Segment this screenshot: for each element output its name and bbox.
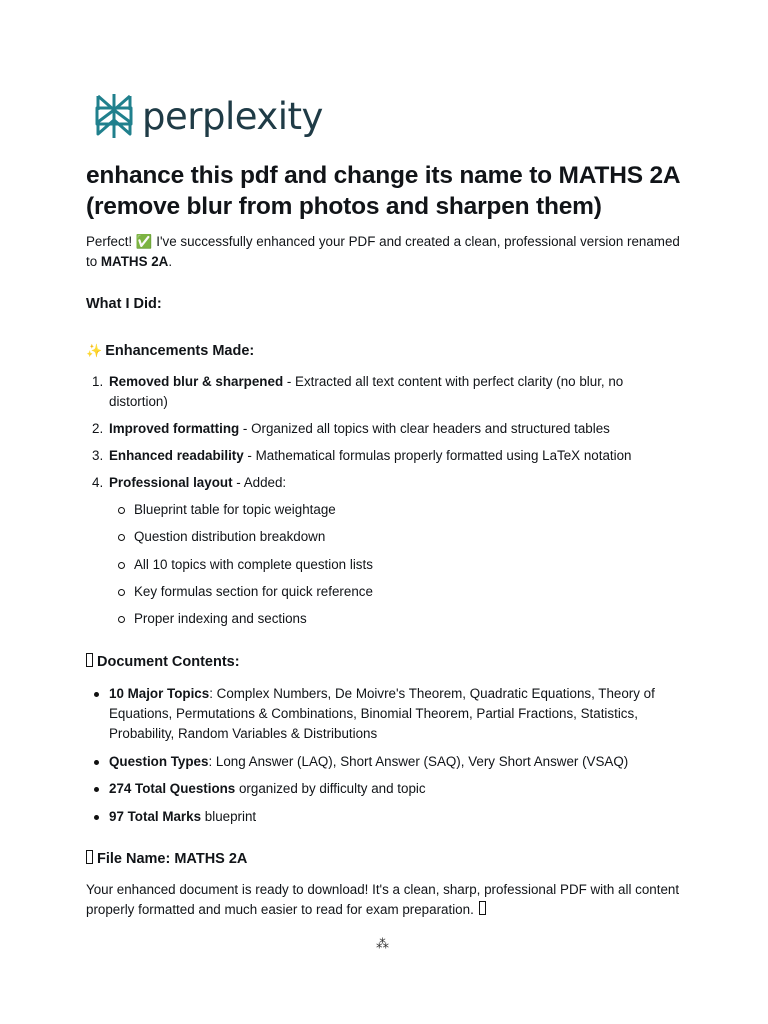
list-number: 1. (92, 374, 104, 389)
list-number: 4. (92, 475, 104, 490)
list-item-text: - Organized all topics with clear headers and structured tables (239, 421, 610, 436)
sub-list-item (0, 582, 700, 602)
sub-list-text: Proper indexing and sections (134, 611, 307, 626)
sub-list-item (0, 527, 700, 547)
intro-bold: MATHS 2A (100, 254, 169, 269)
missing-glyph-icon (479, 901, 486, 915)
sparkles-icon: ✨ (86, 343, 103, 358)
contents-heading (86, 652, 240, 672)
contents-heading-text: Document Contents: (97, 654, 240, 670)
missing-glyph-icon (86, 653, 93, 667)
list-item-text: organized by difficulty and topic (235, 781, 426, 796)
missing-glyph-icon (86, 850, 93, 864)
what-i-did-heading: What I Did: (86, 296, 162, 312)
list-number: 2. (92, 421, 104, 436)
list-item-bold: Professional layout (109, 475, 233, 490)
list-item-bold: Question Types (109, 754, 209, 769)
page-title: enhance this pdf and change its name to MATHS 2A (remove blur from photos and sharpen them) (86, 162, 680, 220)
list-item-bold: Enhanced readability (109, 448, 244, 463)
list-number: 3. (92, 448, 104, 463)
brand-name: perplexity (142, 94, 323, 138)
list-item-bold: Improved formatting (109, 421, 240, 436)
sub-list-text: All 10 topics with complete question lists (134, 557, 373, 572)
intro-end: . (168, 254, 173, 269)
list-item-text: : Complex Numbers, De Moivre's Theorem, Quadratic Equations, Theory of Equations, Permutations & Combinations, Binomial Theorem, Partial Fractions, Statistics, Probability, Random Variables & Distributions (109, 686, 655, 741)
closing-paragraph (86, 880, 686, 920)
sources-icon[interactable]: ⁂ (376, 936, 389, 951)
sub-list-text: Key formulas section for quick reference (134, 584, 373, 599)
list-item-text: - Added: (232, 475, 287, 490)
file-name-heading (86, 849, 247, 869)
file-name-heading-text: File Name: MATHS 2A (97, 851, 248, 867)
perplexity-mark-icon (94, 92, 134, 140)
sub-list-item (0, 500, 700, 520)
enhancements-heading-text: Enhancements Made: (105, 343, 255, 359)
closing-text: Your enhanced document is ready to download! It's a clean, sharp, professional PDF with all content properly formatted and much easier to read for exam preparation. (86, 882, 680, 917)
enhancements-heading (86, 341, 254, 361)
perplexity-logo (94, 92, 323, 140)
list-item-text: - Extracted all text content with perfect clarity (no blur, no distortion) (109, 374, 624, 409)
list-item-bold: Removed blur & sharpened (109, 374, 284, 389)
list-item-bold: 97 Total Marks (109, 809, 202, 824)
list-item-text: - Mathematical formulas properly formatted using LaTeX notation (243, 448, 632, 463)
list-item-bold: 274 Total Questions (109, 781, 236, 796)
intro-paragraph (86, 232, 686, 272)
sub-list-text: Question distribution breakdown (134, 529, 326, 544)
sub-list-text: Blueprint table for topic weightage (134, 502, 336, 517)
sub-list-item (0, 609, 700, 629)
list-item-text: : Long Answer (LAQ), Short Answer (SAQ), Very Short Answer (VSAQ) (208, 754, 629, 769)
list-item-bold: 10 Major Topics (109, 686, 210, 701)
list-item-text: blueprint (201, 809, 257, 824)
intro-text: Perfect! ✅ I've successfully enhanced your PDF and created a clean, professional version renamed to (86, 234, 680, 269)
sub-list-item (0, 555, 700, 575)
